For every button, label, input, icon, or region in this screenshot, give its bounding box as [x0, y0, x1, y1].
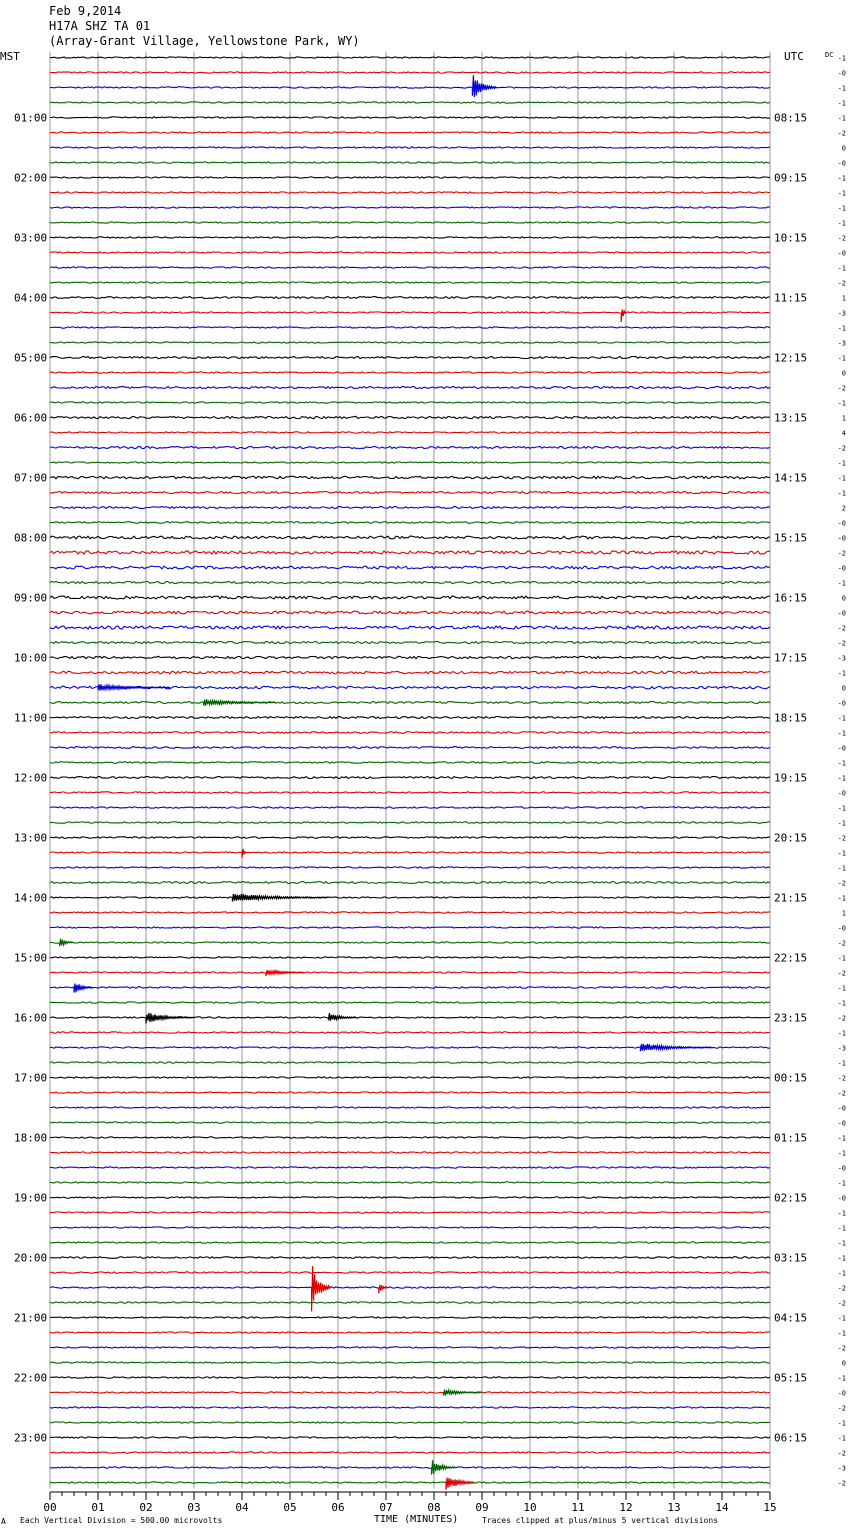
- trace-line: [50, 57, 770, 58]
- dc-offset-value: -1: [837, 999, 846, 1008]
- trace-line: [50, 1317, 770, 1318]
- dc-offset-value: -0: [837, 519, 846, 528]
- trace-line: [50, 1077, 770, 1078]
- dc-offset-value: -1: [837, 264, 846, 273]
- trace-line: [50, 1227, 770, 1228]
- dc-offset-value: -0: [837, 789, 846, 798]
- dc-offset-value: 4: [841, 429, 846, 438]
- dc-offset-value: -0: [837, 69, 846, 78]
- event-waveform: [444, 1390, 482, 1396]
- trace-line: [50, 717, 770, 719]
- dc-offset-value: -2: [837, 1014, 846, 1023]
- event-waveform: [74, 984, 93, 993]
- trace-line: [50, 1092, 770, 1093]
- mst-hour-label: 10:00: [14, 651, 48, 665]
- dc-offset-value: -1: [837, 114, 846, 123]
- dc-offset-value: -0: [837, 159, 846, 168]
- mst-hour-label: 22:00: [14, 1371, 48, 1385]
- dc-offset-value: -1: [837, 759, 846, 768]
- time-axis: [43, 1492, 776, 1514]
- trace-line: [50, 476, 770, 479]
- mst-hour-label: 19:00: [14, 1191, 48, 1205]
- trace-line: [50, 507, 770, 509]
- trace-line: [50, 882, 770, 884]
- trace-line: [50, 102, 770, 103]
- mst-hour-label: 07:00: [14, 471, 48, 485]
- dc-offset-value: -0: [837, 1389, 846, 1398]
- utc-hour-label: 18:15: [774, 711, 808, 725]
- trace-line: [50, 1182, 770, 1183]
- trace-line: [50, 327, 770, 328]
- trace-line: [50, 762, 770, 764]
- trace-line: [50, 1032, 770, 1033]
- dc-offset-value: -1: [837, 1254, 846, 1263]
- trace-line: [50, 1377, 770, 1378]
- utc-hour-label: 03:15: [774, 1251, 808, 1265]
- x-tick-label: 04: [235, 1501, 249, 1514]
- dc-offset-value: -2: [837, 624, 846, 633]
- x-tick-label: 01: [91, 1501, 105, 1514]
- dc-offset-value: -2: [837, 1299, 846, 1308]
- event-waveform: [146, 1013, 194, 1024]
- trace-line: [50, 837, 770, 839]
- dc-offset-value: -1: [837, 189, 846, 198]
- dc-label: DC: [825, 51, 834, 59]
- x-axis-title: TIME (MINUTES): [374, 1514, 459, 1525]
- trace-line: [50, 987, 770, 989]
- dc-offset-value: -1: [837, 399, 846, 408]
- trace-line: [50, 1332, 770, 1333]
- trace-line: [50, 492, 770, 494]
- dc-offset-value: 1: [841, 909, 846, 918]
- dc-offset-value: -1: [837, 894, 846, 903]
- trace-line: [50, 357, 770, 359]
- x-tick-label: 03: [187, 1501, 201, 1514]
- utc-hour-label: 17:15: [774, 651, 808, 665]
- event-waveform: [446, 1478, 474, 1490]
- trace-line: [50, 432, 770, 433]
- x-tick-label: 08: [427, 1501, 441, 1514]
- trace-line: [50, 1002, 770, 1003]
- dc-offset-value: -1: [837, 1179, 846, 1188]
- mst-hour-label: 13:00: [14, 831, 48, 845]
- x-tick-label: 06: [331, 1501, 345, 1514]
- dc-offset-value: -1: [837, 204, 846, 213]
- dc-offset-value: -1: [837, 1134, 846, 1143]
- dc-offset-value: -1: [837, 99, 846, 108]
- x-tick-label: 09: [475, 1501, 489, 1514]
- utc-hour-label: 01:15: [774, 1131, 808, 1145]
- dc-offset-value: -0: [837, 1194, 846, 1203]
- event-waveform: [232, 894, 328, 902]
- trace-line: [50, 267, 770, 268]
- x-tick-label: 14: [715, 1501, 729, 1514]
- dc-offset-value: -1: [837, 474, 846, 483]
- dc-offset-value: -2: [837, 969, 846, 978]
- mst-hour-label: 12:00: [14, 771, 48, 785]
- trace-line: [50, 957, 770, 958]
- trace-line: [50, 522, 770, 524]
- dc-offset-value: -2: [837, 384, 846, 393]
- dc-offset-value: -2: [837, 549, 846, 558]
- dc-offset-value: -2: [837, 279, 846, 288]
- utc-hour-label: 13:15: [774, 411, 808, 425]
- utc-axis-label: UTC: [784, 50, 804, 63]
- trace-group: [50, 57, 770, 1483]
- dc-offset-value: -2: [837, 1479, 846, 1488]
- dc-offset-value: -3: [837, 1044, 846, 1053]
- dc-offset-value: 0: [841, 594, 846, 603]
- dc-offset-value: -0: [837, 534, 846, 543]
- trace-line: [50, 536, 770, 539]
- utc-hour-label: 20:15: [774, 831, 808, 845]
- trace-line: [50, 117, 770, 118]
- trace-line: [50, 147, 770, 148]
- x-tick-label: 15: [763, 1501, 777, 1514]
- x-tick-label: 11: [571, 1501, 585, 1514]
- trace-line: [50, 611, 770, 614]
- mst-hour-label: 11:00: [14, 711, 48, 725]
- trace-line: [50, 1392, 770, 1393]
- dc-offset-value: -2: [837, 1074, 846, 1083]
- dc-offset-value: -1: [837, 819, 846, 828]
- dc-offset-value: -2: [837, 1404, 846, 1413]
- dc-offset-value: -2: [837, 234, 846, 243]
- dc-offset-value: 2: [841, 504, 846, 513]
- trace-line: [50, 1482, 770, 1483]
- trace-line: [50, 551, 770, 554]
- dc-offset-value: -2: [837, 444, 846, 453]
- trace-line: [50, 132, 770, 133]
- x-tick-label: 07: [379, 1501, 393, 1514]
- trace-line: [50, 972, 770, 973]
- trace-line: [50, 387, 770, 389]
- trace-line: [50, 1452, 770, 1453]
- corner-mark: A: [1, 1517, 6, 1526]
- trace-line: [50, 566, 770, 569]
- dc-offset-value: 1: [841, 414, 846, 423]
- utc-hour-label: 22:15: [774, 951, 808, 965]
- trace-line: [50, 416, 770, 418]
- trace-line: [50, 641, 770, 643]
- event-waveform: [472, 75, 496, 97]
- dc-offset-value: -1: [837, 1329, 846, 1338]
- event-waveform: [328, 1013, 356, 1021]
- trace-line: [50, 852, 770, 853]
- trace-line: [50, 1467, 770, 1468]
- mst-hour-label: 16:00: [14, 1011, 48, 1025]
- dc-offset-value: -1: [837, 579, 846, 588]
- mst-hour-label: 04:00: [14, 291, 48, 305]
- dc-offset-value: -0: [837, 1104, 846, 1113]
- trace-line: [50, 1347, 770, 1348]
- dc-offset-value: -0: [837, 1119, 846, 1128]
- dc-offset-value: -1: [837, 459, 846, 468]
- dc-offset-value: -1: [837, 1314, 846, 1323]
- trace-line: [50, 1137, 770, 1138]
- dc-offset-value: -2: [837, 1284, 846, 1293]
- dc-offset-value: -1: [837, 1224, 846, 1233]
- event-waveform: [621, 310, 626, 323]
- trace-line: [50, 282, 770, 283]
- mst-hour-label: 21:00: [14, 1311, 48, 1325]
- trace-line: [50, 1302, 770, 1304]
- dc-offset-value: -2: [837, 1344, 846, 1353]
- trace-line: [50, 942, 770, 943]
- dc-offset-value: -1: [837, 1209, 846, 1218]
- date-label: Feb 9,2014: [49, 4, 122, 18]
- mst-hour-label: 20:00: [14, 1251, 48, 1265]
- dc-offset-value: -1: [837, 354, 846, 363]
- dc-offset-value: -1: [837, 1434, 846, 1443]
- clip-note: Traces clipped at plus/minus 5 vertical divisions: [482, 1516, 719, 1525]
- trace-line: [50, 822, 770, 824]
- dc-offset-value: 1: [841, 294, 846, 303]
- trace-line: [50, 462, 770, 463]
- utc-hour-label: 06:15: [774, 1431, 808, 1445]
- utc-hour-label: 08:15: [774, 111, 808, 125]
- dc-offset-value: -2: [837, 129, 846, 138]
- utc-hour-label: 23:15: [774, 1011, 808, 1025]
- dc-offset-value: -1: [837, 714, 846, 723]
- mst-hour-label: 03:00: [14, 231, 48, 245]
- dc-offset-value: -1: [837, 219, 846, 228]
- trace-line: [50, 1107, 770, 1108]
- dc-offset-value: -2: [837, 1449, 846, 1458]
- dc-offset-value: -2: [837, 879, 846, 888]
- trace-line: [50, 1122, 770, 1123]
- utc-hour-label: 12:15: [774, 351, 808, 365]
- trace-line: [50, 192, 770, 193]
- trace-line: [50, 867, 770, 868]
- dc-offset-value: -0: [837, 699, 846, 708]
- dc-offset-value: -1: [837, 669, 846, 678]
- trace-line: [50, 1437, 770, 1438]
- dc-offset-value: -2: [837, 1089, 846, 1098]
- trace-line: [50, 342, 770, 343]
- event-waveform: [204, 699, 276, 706]
- mst-hour-label: 17:00: [14, 1071, 48, 1085]
- dc-offset-value: -0: [837, 609, 846, 618]
- trace-line: [50, 372, 770, 373]
- utc-hour-label: 09:15: [774, 171, 808, 185]
- trace-line: [50, 1152, 770, 1153]
- trace-line: [50, 222, 770, 223]
- trace-line: [50, 297, 770, 299]
- dc-offset-value: 0: [841, 369, 846, 378]
- dc-offset-value: -1: [837, 1059, 846, 1068]
- dc-offset-value: -1: [837, 1419, 846, 1428]
- dc-offset-value: -3: [837, 1464, 846, 1473]
- dc-offset-value: -0: [837, 924, 846, 933]
- utc-hour-label: 04:15: [774, 1311, 808, 1325]
- trace-line: [50, 671, 770, 674]
- dc-offset-value: -1: [837, 84, 846, 93]
- dc-offset-value: -3: [837, 309, 846, 318]
- dc-offset-value: -1: [837, 174, 846, 183]
- dc-offset-value: -2: [837, 639, 846, 648]
- trace-line: [50, 596, 770, 599]
- dc-offset-value: -1: [837, 984, 846, 993]
- dc-offset-value: -0: [837, 744, 846, 753]
- mst-hour-label: 09:00: [14, 591, 48, 605]
- x-tick-label: 13: [667, 1501, 681, 1514]
- x-tick-label: 10: [523, 1501, 537, 1514]
- trace-line: [50, 1362, 770, 1363]
- trace-line: [50, 807, 770, 809]
- utc-hour-label: 19:15: [774, 771, 808, 785]
- trace-line: [50, 402, 770, 403]
- utc-hour-label: 14:15: [774, 471, 808, 485]
- trace-line: [50, 1407, 770, 1408]
- trace-line: [50, 747, 770, 749]
- dc-offset-value: -1: [837, 1269, 846, 1278]
- trace-line: [50, 72, 770, 73]
- dc-offset-value: -1: [837, 1374, 846, 1383]
- event-waveform: [640, 1044, 712, 1052]
- utc-hour-label: 16:15: [774, 591, 808, 605]
- trace-line: [50, 656, 770, 659]
- x-tick-label: 02: [139, 1501, 153, 1514]
- event-waveform: [98, 684, 170, 690]
- dc-offset-value: -2: [837, 939, 846, 948]
- trace-line: [50, 1062, 770, 1063]
- utc-hour-label: 21:15: [774, 891, 808, 905]
- location-label: (Array-Grant Village, Yellowstone Park, WY): [49, 34, 360, 48]
- mst-axis-label: MST: [0, 50, 20, 63]
- event-waveform: [242, 849, 246, 858]
- mst-hour-label: 23:00: [14, 1431, 48, 1445]
- utc-hour-label: 05:15: [774, 1371, 808, 1385]
- dc-offset-value: -1: [837, 849, 846, 858]
- dc-offset-value: -1: [837, 804, 846, 813]
- dc-offset-value: -1: [837, 1239, 846, 1248]
- mst-hour-label: 06:00: [14, 411, 48, 425]
- dc-offset-value: -1: [837, 489, 846, 498]
- trace-line: [50, 252, 770, 253]
- utc-hour-label: 00:15: [774, 1071, 808, 1085]
- trace-line: [50, 1242, 770, 1243]
- trace-line: [50, 1197, 770, 1198]
- trace-line: [50, 927, 770, 928]
- dc-offset-value: 0: [841, 1359, 846, 1368]
- trace-line: [50, 1272, 770, 1273]
- dc-offset-value: -3: [837, 339, 846, 348]
- dc-offset-value: -1: [837, 54, 846, 63]
- x-tick-label: 12: [619, 1501, 633, 1514]
- trace-line: [50, 582, 770, 584]
- trace-line: [50, 1257, 770, 1259]
- dc-offset-value: 0: [841, 684, 846, 693]
- trace-line: [50, 162, 770, 163]
- utc-hour-label: 15:15: [774, 531, 808, 545]
- dc-offset-value: -2: [837, 834, 846, 843]
- trace-line: [50, 237, 770, 238]
- dc-offset-value: -1: [837, 774, 846, 783]
- mst-hour-label: 05:00: [14, 351, 48, 365]
- dc-offset-value: -1: [837, 954, 846, 963]
- mst-hour-label: 18:00: [14, 1131, 48, 1145]
- trace-line: [50, 777, 770, 779]
- trace-line: [50, 912, 770, 913]
- dc-offset-value: -1: [837, 324, 846, 333]
- scale-note: Each Vertical Division = 500.00 microvolts: [20, 1516, 223, 1525]
- dc-offset-value: -1: [837, 1029, 846, 1038]
- trace-line: [50, 177, 770, 178]
- trace-line: [50, 1212, 770, 1213]
- dc-offset-value: -1: [837, 864, 846, 873]
- trace-line: [50, 447, 770, 449]
- dc-offset-value: -1: [837, 1149, 846, 1158]
- dc-offset-value: 0: [841, 144, 846, 153]
- trace-line: [50, 1422, 770, 1423]
- mst-hour-label: 01:00: [14, 111, 48, 125]
- dc-offset-value: -0: [837, 1164, 846, 1173]
- utc-hour-label: 10:15: [774, 231, 808, 245]
- trace-line: [50, 732, 770, 734]
- x-tick-label: 05: [283, 1501, 297, 1514]
- event-waveform: [60, 939, 74, 947]
- dc-offset-value: -0: [837, 564, 846, 573]
- mst-hour-label: 08:00: [14, 531, 48, 545]
- dc-offset-value: -0: [837, 249, 846, 258]
- trace-line: [50, 1167, 770, 1168]
- utc-hour-label: 11:15: [774, 291, 808, 305]
- event-waveform: [432, 1460, 456, 1474]
- trace-line: [50, 312, 770, 313]
- mst-hour-label: 02:00: [14, 171, 48, 185]
- x-tick-label: 00: [43, 1501, 57, 1514]
- utc-hour-label: 02:15: [774, 1191, 808, 1205]
- trace-line: [50, 87, 770, 88]
- mst-hour-label: 14:00: [14, 891, 48, 905]
- dc-offset-value: -1: [837, 729, 846, 738]
- dc-offset-value: -3: [837, 654, 846, 663]
- mst-hour-label: 15:00: [14, 951, 48, 965]
- trace-line: [50, 702, 770, 704]
- trace-line: [50, 207, 770, 208]
- trace-line: [50, 1287, 770, 1288]
- station-label: H17A SHZ TA 01: [49, 19, 151, 33]
- trace-line: [50, 792, 770, 794]
- trace-line: [50, 897, 770, 898]
- trace-line: [50, 626, 770, 629]
